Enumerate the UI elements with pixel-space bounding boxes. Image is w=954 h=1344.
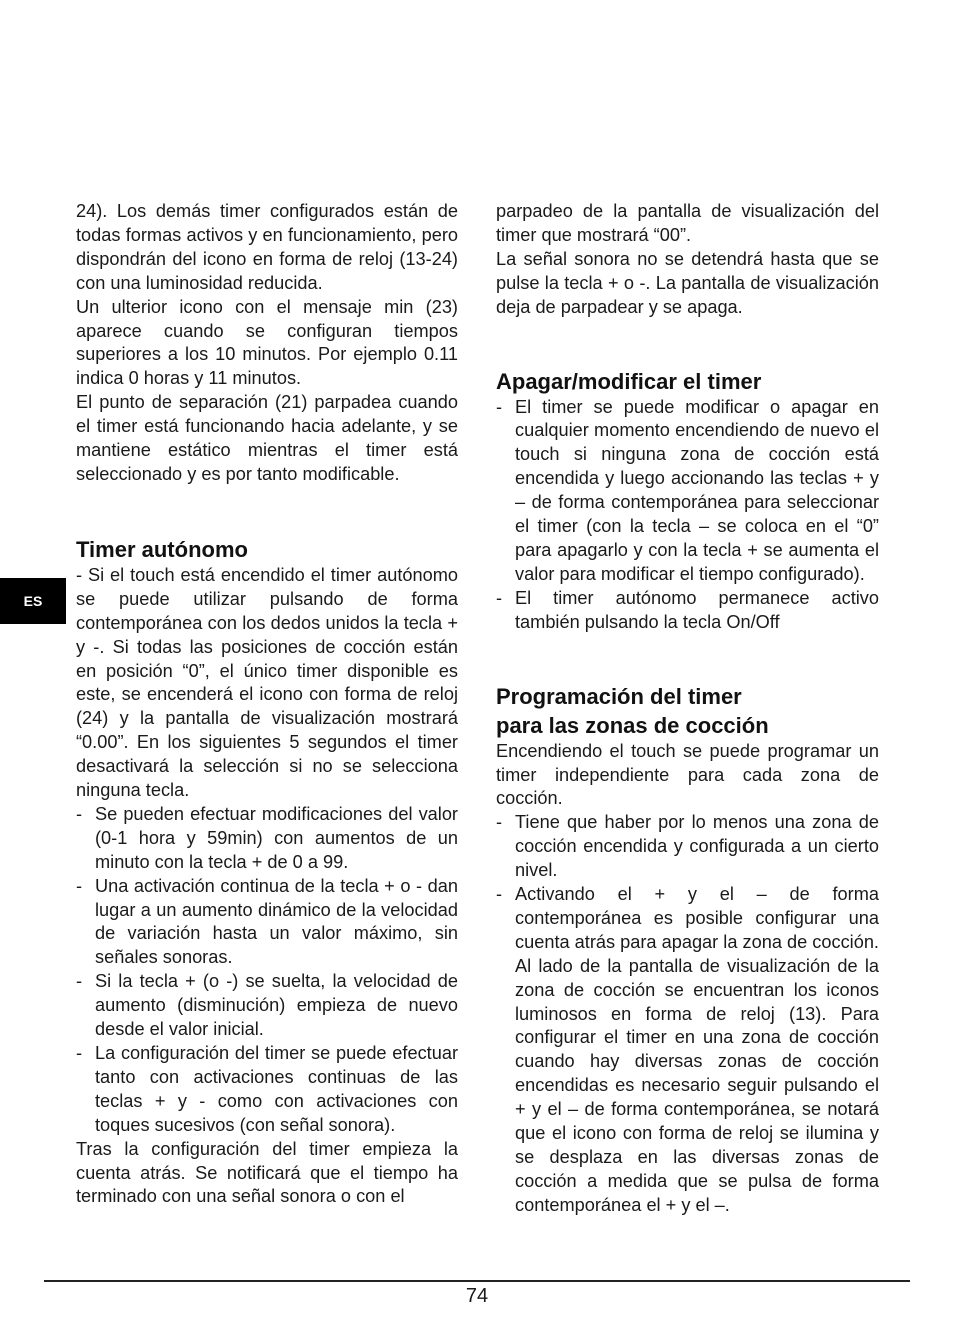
paragraph: El punto de separación (21) parpadea cuando el timer está funcionando hacia adelante, y se mantiene estático mientras el timer está seleccionado y es por tanto modificable. (76, 392, 458, 484)
list-item: - El timer se puede modificar o apagar en cualquier momento encendiendo de nuevo el touch si ninguna zona de cocción está encendida y luego accionando las teclas + y – de forma contemporánea para seleccionar el timer (con la tecla – se coloca en el “0” para apagarlo y con la tecla + se aumenta el valor para modificar el tiempo configurado). (496, 396, 879, 587)
paragraph: Tras la configuración del timer empieza la cuenta atrás. Se notificará que el tiempo ha terminado con una señal sonora o con el (76, 1138, 458, 1207)
list-item: - Se pueden efectuar modificaciones del valor (0-1 hora y 59min) con aumentos de un minuto con la tecla + de 0 a 99. (76, 803, 458, 875)
heading-line: para las zonas de cocción (496, 712, 769, 738)
list-item: - La configuración del timer se puede efectuar tanto con activaciones continuas de las teclas + y - como con activaciones con toques sucesivos (con señal sonora). (76, 1042, 458, 1138)
bullet-list (496, 396, 879, 635)
bullet-list (76, 803, 458, 1138)
section-heading-apagar: Apagar/modificar el timer (496, 368, 762, 394)
paragraph: parpadeo de la pantalla de visualización del timer que mostrará “00”. (496, 201, 879, 245)
list-item: - Activando el + y el – de forma contemporánea es posible configurar una cuenta atrás para apagar la zona de cocción. Al lado de la pantalla de visualización de la zona de cocción se encuentran los iconos luminosos en forma de reloj (13). Para configurar el timer en una zona de cocción cuando hay diversas zonas de cocción encendidas es necesario seguir pulsando el + y el – de forma contemporánea, se notará que el icono con forma de reloj se ilumina y se desplaza en las diversas zonas de cocción a medida que se pulsa de forma contemporánea el + y el –. (496, 883, 879, 1218)
paragraph: La señal sonora no se detendrá hasta que se pulse la tecla + o -. La pantalla de visualización deja de parpadear y se apaga. (496, 248, 879, 317)
list-item: - El timer autónomo permanece activo también pulsando la tecla On/Off (496, 587, 879, 635)
section-heading-programacion (496, 682, 879, 740)
language-tab: ES (0, 578, 66, 624)
list-item: - Si la tecla + (o -) se suelta, la velocidad de aumento (disminución) empieza de nuevo desde el valor inicial. (76, 970, 458, 1042)
heading-line: Programación del timer (496, 683, 742, 709)
bullet-list (496, 811, 879, 1217)
section-heading-timer-autonomo: Timer autónomo (76, 536, 248, 562)
paragraph: Encendiendo el touch se puede programar un timer independiente para cada zona de cocción. (496, 740, 879, 809)
footer-divider (44, 1280, 910, 1282)
left-column (76, 200, 458, 1209)
right-column (496, 200, 879, 1218)
paragraph: - Si el touch está encendido el timer autónomo se puede utilizar pulsando de forma contemporánea con los dedos unidos la tecla + y -. Si todas las posiciones de cocción están en posición “0”, el único timer disponible es este, se encenderá el icono con forma de reloj (24) y la pantalla de visualización mostrará “0.00”. En los siguientes 5 segundos el timer desactivará la selección si no se selecciona ninguna tecla. (76, 564, 458, 801)
paragraph: 24). Los demás timer configurados están de todas formas activos y en funcionamiento, pero dispondrán del icono en forma de reloj (13-24) con una luminosidad reducida. (76, 201, 458, 293)
page-number: 74 (465, 1285, 489, 1307)
paragraph: Un ulterior icono con el mensaje min (23) aparece cuando se configuran tiempos superiores a los 10 minutos. Por ejemplo 0.11 indica 0 horas y 11 minutos. (76, 296, 458, 389)
list-item: - Tiene que haber por lo menos una zona de cocción encendida y configurada a un cierto nivel. (496, 811, 879, 883)
list-item: - Una activación continua de la tecla + o - dan lugar a un aumento dinámico de la velocidad de variación hasta un valor máximo, sin señales sonoras. (76, 875, 458, 971)
